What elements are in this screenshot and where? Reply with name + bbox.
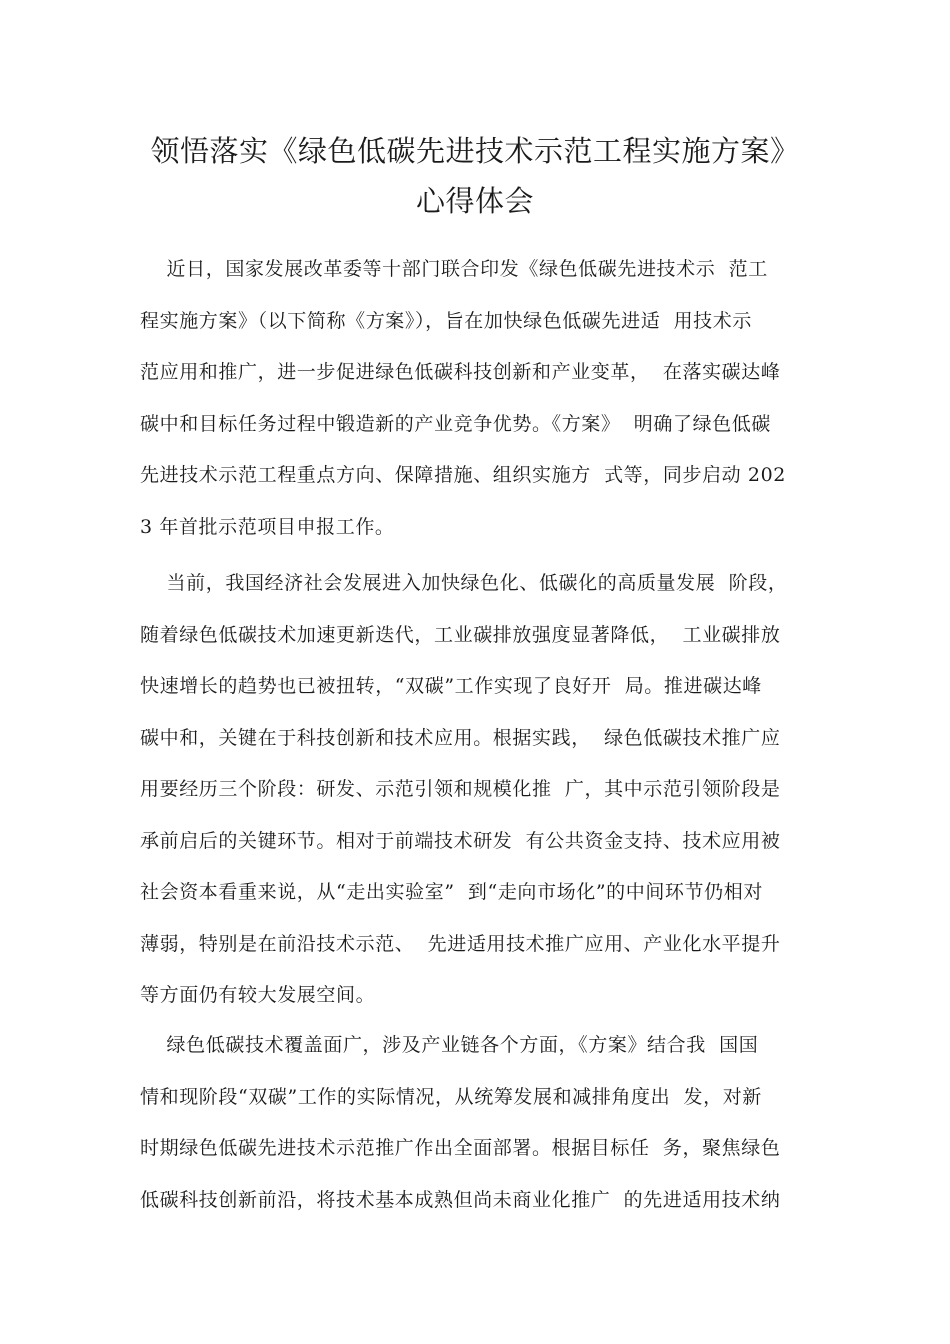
paragraph-line: 薄弱，特别是在前沿技术示范、 先进适用技术推广应用、产业化水平提升 [140,932,781,955]
paragraph-line: 承前启后的关键环节。相对于前端技术研发 有公共资金支持、技术应用被 [140,829,781,852]
paragraph-line: 程实施方案》（以下简称《方案》），旨在加快绿色低碳先进适 用技术示 [140,309,752,332]
paragraph-line: 碳中和目标任务过程中锻造新的产业竞争优势。《方案》 明确了绿色低碳 [140,412,771,435]
paragraph-line: 先进技术示范工程重点方向、保障措施、组织实施方 式等，同步启动 202 [140,464,786,486]
paragraph-line: 范应用和推广，进一步促进绿色低碳科技创新和产业变革， 在落实碳达峰 [140,361,781,383]
paragraph-line: 时期绿色低碳先进技术示范推广作出全面部署。根据目标任 务，聚焦绿色 [140,1137,781,1159]
document-title-line-2: 心得体会 [415,184,534,218]
document-title-line-1: 领悟落实《绿色低碳先进技术示范工程实施方案》 [150,134,800,168]
paragraph-line: 低碳科技创新前沿，将技术基本成熟但尚未商业化推广 的先进适用技术纳 [140,1188,781,1211]
paragraph-line: 近日，国家发展改革委等十部门联合印发《绿色低碳先进技术示 范工 [140,258,768,280]
paragraph-line: 用要经历三个阶段：研发、示范引领和规模化推 广，其中示范引领阶段是 [140,778,781,800]
paragraph-line: 等方面仍有较大发展空间。 [140,984,376,1006]
paragraph-line: 随着绿色低碳技术加速更新迭代，工业碳排放强度显著降低， 工业碳排放 [140,623,781,646]
paragraph-line: 3 年首批示范项目申报工作。 [140,515,395,538]
paragraph-line: 碳中和，关键在于科技创新和技术应用。根据实践， 绿色低碳技术推广应 [140,726,781,749]
paragraph-line: 快速增长的趋势也已被扭转，“双碳”工作实现了良好开 局。推进碳达峰 [140,675,762,697]
paragraph-line: 情和现阶段“双碳”工作的实际情况，从统筹发展和减排角度出 发，对新 [140,1085,762,1108]
paragraph-line: 绿色低碳技术覆盖面广，涉及产业链各个方面，《方案》结合我 国国 [140,1034,759,1056]
paragraph-line: 当前，我国经济社会发展进入加快绿色化、低碳化的高质量发展 阶段， [140,572,788,594]
paragraph-line: 社会资本看重来说，从“走出实验室” 到“走向市场化”的中间环节仍相对 [140,881,763,903]
